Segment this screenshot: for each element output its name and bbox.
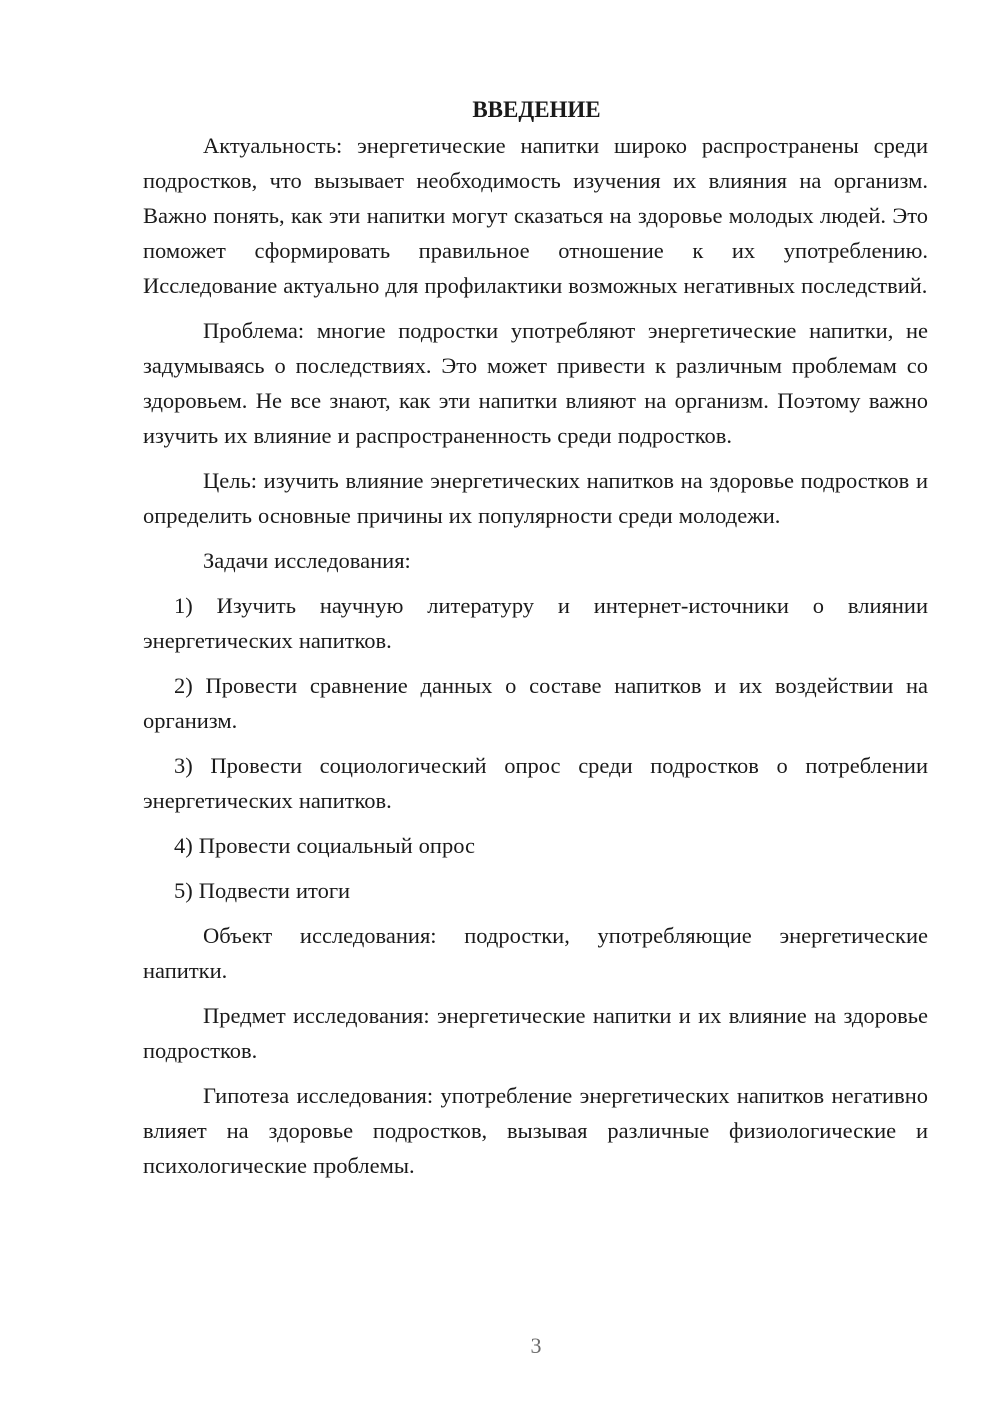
paragraph-relevance: Актуальность: энергетические напитки широко распространены среди подростков, что вызывает необходимость изучения их влияния на организм. Важно понять, как эти напитки могут сказаться на здоровье молодых людей. Это поможет сформировать правильное отношение к их употреблению. Исследование актуально для профилактики возможных негативных последствий. [143, 133, 928, 298]
paragraph-problem: Проблема: многие подростки употребляют энергетические напитки, не задумываясь о последствиях. Это может привести к различным проблемам со здоровьем. Не все знают, как эти напитки влияют на организм. Поэтому важно изучить их влияние и распространенность среди подростков. [143, 318, 928, 448]
page-title: ВВЕДЕНИЕ [472, 97, 601, 122]
paragraph-subject: Предмет исследования: энергетические напитки и их влияние на здоровье подростков. [143, 1003, 928, 1063]
task-item-5: 5) Подвести итоги [174, 878, 351, 903]
task-item-4: 4) Провести социальный опрос [174, 833, 475, 858]
paragraph-hypothesis: Гипотеза исследования: употребление энергетических напитков негативно влияет на здоровье подростков, вызывая различные физиологические и психологические проблемы. [143, 1083, 928, 1178]
tasks-title: Задачи исследования: [203, 548, 411, 573]
document-page [143, 92, 928, 1183]
page-number: 3 [530, 1333, 542, 1358]
paragraph-object: Объект исследования: подростки, употребляющие энергетические напитки. [143, 923, 928, 983]
task-item-2: 2) Провести сравнение данных о составе напитков и их воздействии на организм. [143, 673, 928, 733]
paragraph-goal: Цель: изучить влияние энергетических напитков на здоровье подростков и определить основные причины их популярности среди молодежи. [143, 468, 928, 528]
task-item-1: 1) Изучить научную литературу и интернет-источники о влиянии энергетических напитков. [143, 593, 928, 653]
task-item-3: 3) Провести социологический опрос среди подростков о потреблении энергетических напитков. [143, 753, 928, 813]
